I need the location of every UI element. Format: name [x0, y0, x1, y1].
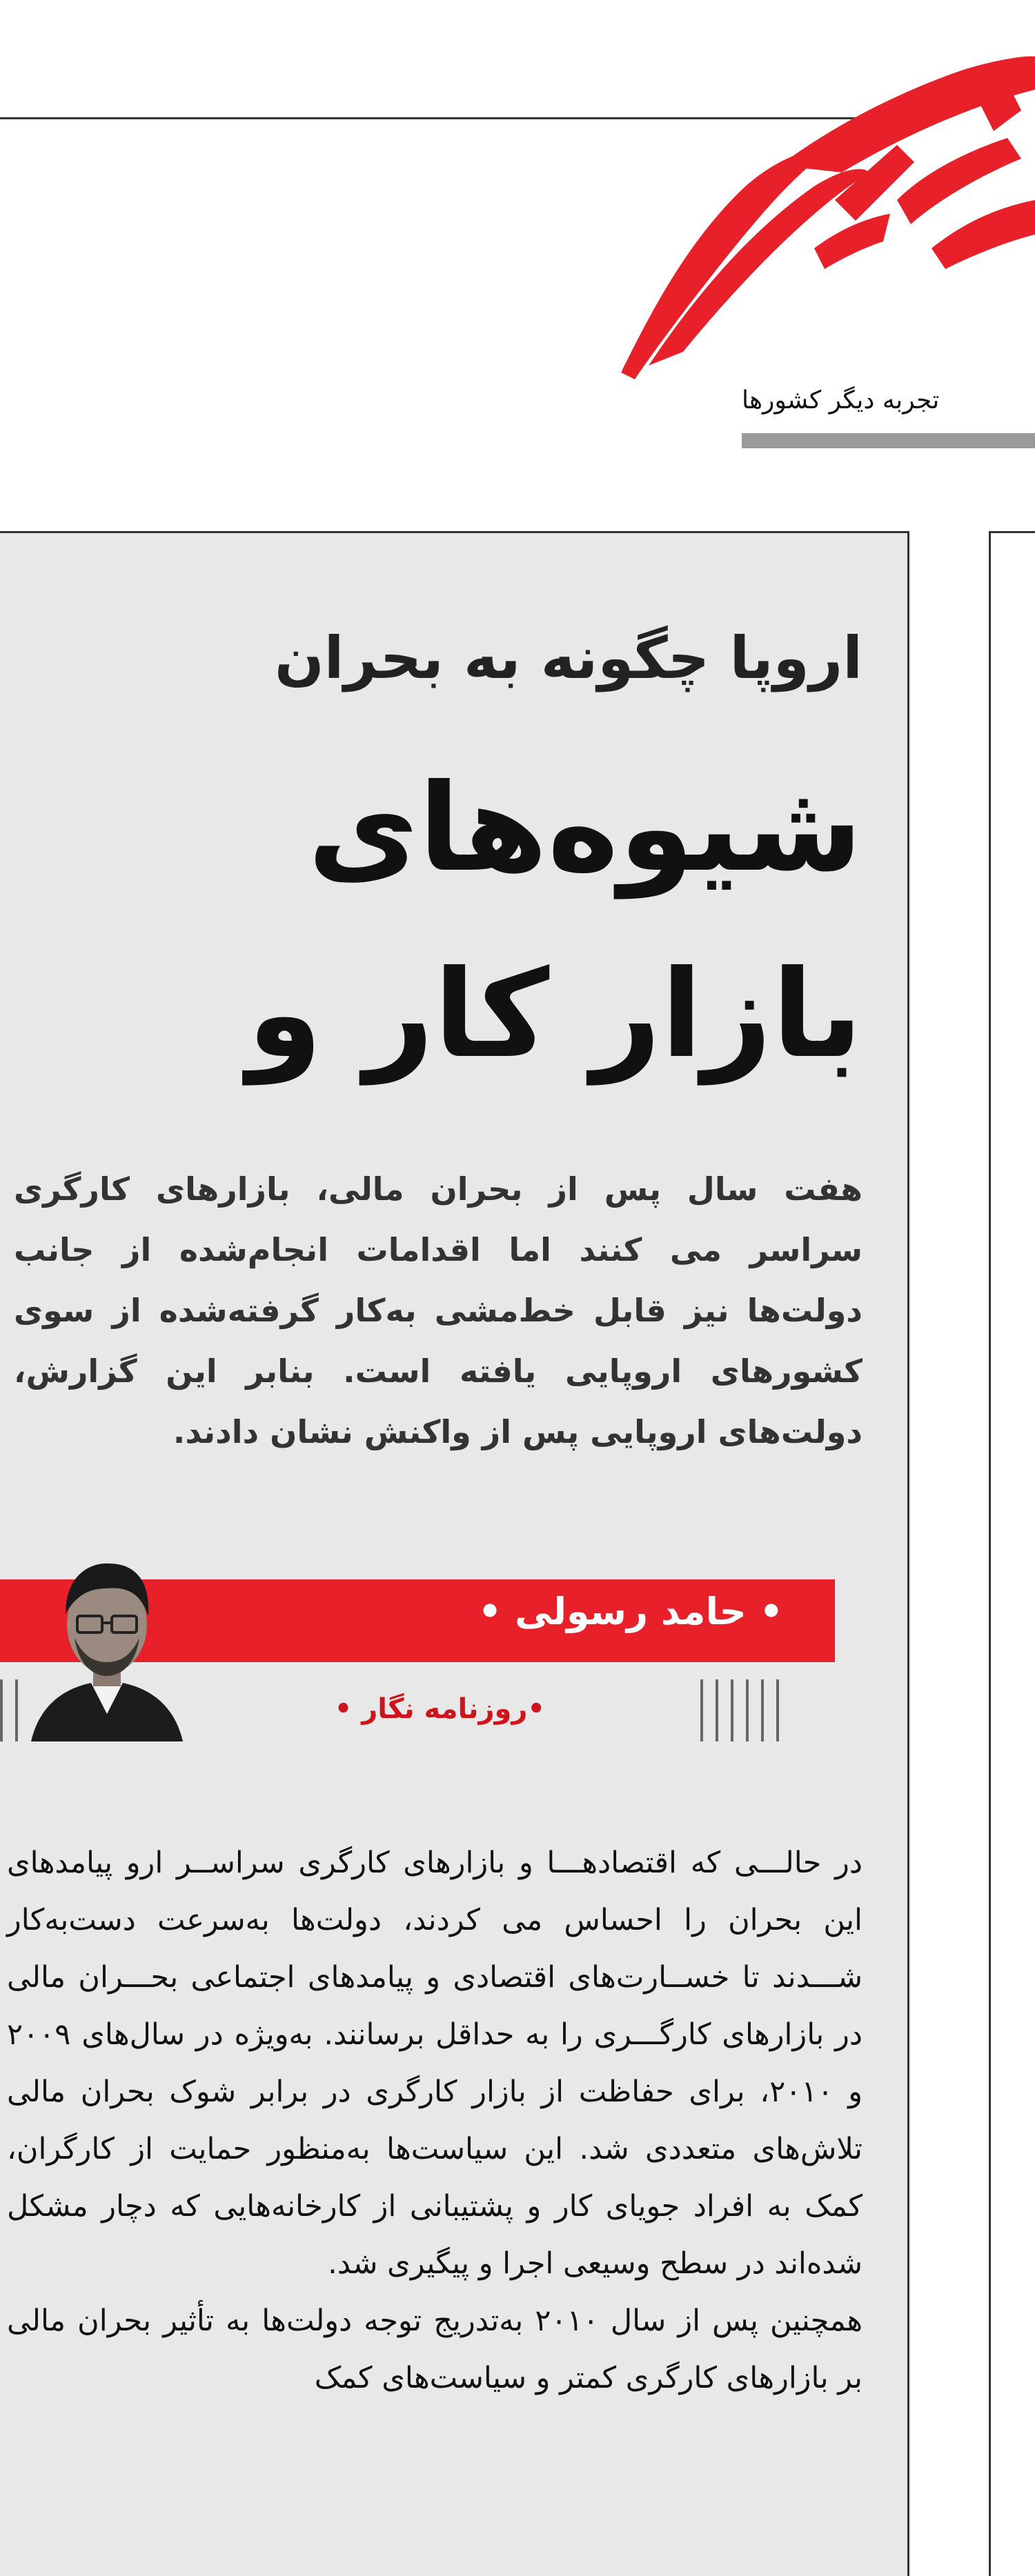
article-paragraph: در حالـــی که اقتصادهـــا و بازارهای کارگری سراســر ارو پیامدهای این بحران را احساس می کردند، دولت‌ها به‌سرعت دست‌به‌کار شـــدند تا خســارت‌های اقتصادی و پیامدهای اجتماعی بحـــران مالی در بازارهای کارگـــری را به حداقل برسانند. به‌ویژه در سال‌های ۲۰۰۹ و ۲۰۱۰، برای حفاظت از بازار کارگری در برابر شوک بحران مالی تلاش‌های متعددی شد. این سیاست‌ها به‌منظور حمایت از کارگران، کمک به افراد جویای کار و پشتیبانی از کارخانه‌هایی که دچار مشکل شده‌اند در سطح وسیعی اجرا و پیگیری شد. [7, 1846, 863, 2281]
section-label-bar [742, 433, 1035, 448]
article-paragraph: همچنین پس از سال ۲۰۱۰ به‌تدریج توجه دولت‌ها به تأثیر بحران مالی بر بازارهای کارگری کمتر و سیاست‌های کمک [7, 2304, 862, 2395]
adjacent-column-frame [989, 531, 1035, 2576]
headline-line-2: بازار کار و [247, 945, 862, 1085]
byline-ornament-right [700, 1679, 779, 1741]
headline-line-1: شیوه‌های [308, 759, 862, 899]
byline-ornament-left [0, 1679, 18, 1741]
author-name: • حامد رسولی • [477, 1590, 783, 1633]
newspaper-logo [607, 41, 1035, 386]
author-photo [28, 1535, 186, 1741]
article-lead: هفت سال پس از بحران مالی، بازارهای کارگری سراسر می کنند اما اقدامات انجام‌شده از جانب دولت‌ها نیز قابل خط‌مشی به‌کار گرفته‌شده از سوی کشورهای اروپایی یافته است. بنابر این گزارش، دولت‌های اروپایی پس از واکنش نشان دادند. [14, 1170, 862, 1450]
section-label: تجربه دیگر کشورها [742, 386, 940, 415]
article-kicker: اروپا چگونه به بحران [274, 624, 862, 692]
author-role: •روزنامه نگار • [334, 1693, 545, 1725]
article-body [7, 1835, 862, 2407]
